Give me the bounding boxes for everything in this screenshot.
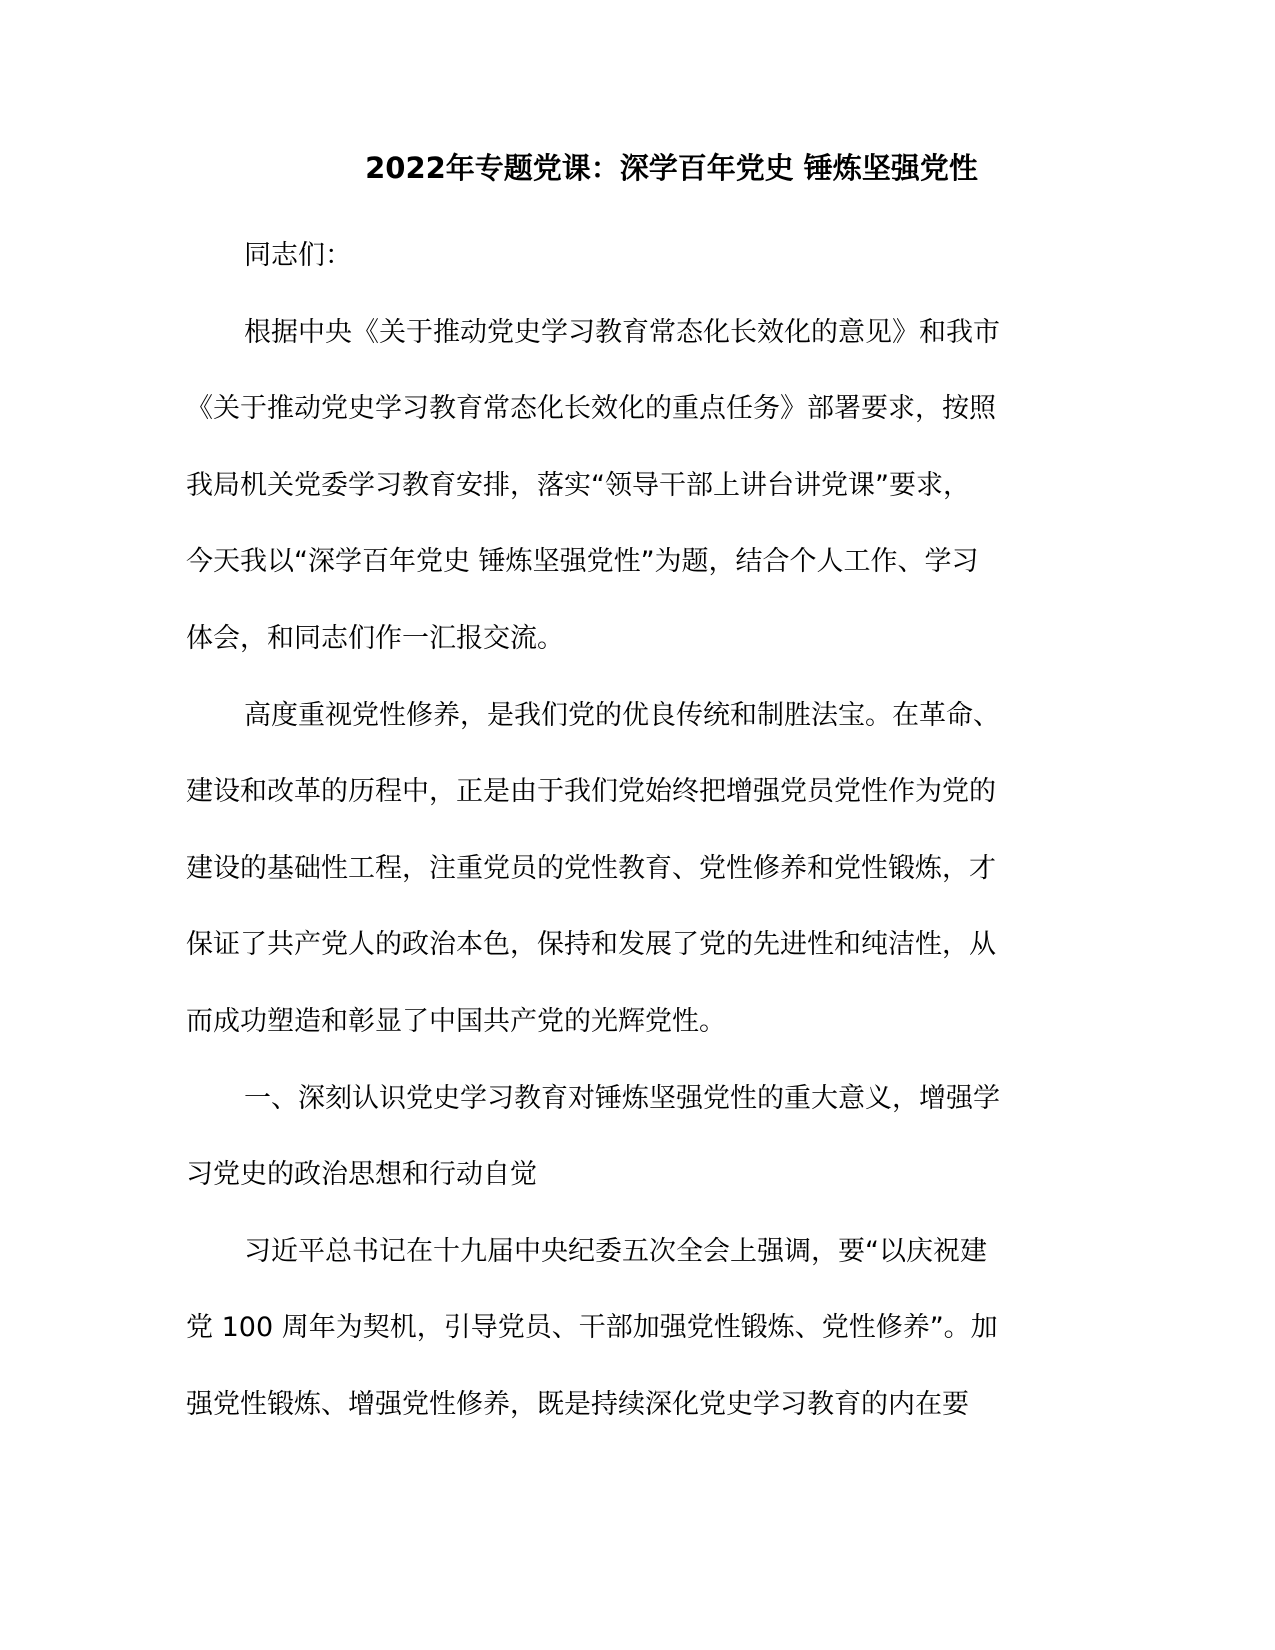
text-line: 而成功塑造和彰显了中国共产党的光辉党性。 — [186, 1005, 726, 1037]
text-line: 保证了共产党人的政治本色，保持和发展了党的先进性和纯洁性，从 — [186, 929, 996, 961]
text-line: 高度重视党性修养，是我们党的优良传统和制胜法宝。在革命、 — [244, 699, 1000, 731]
text-line: 习近平总书记在十九届中央纪委五次全会上强调，要“以庆祝建 — [244, 1235, 987, 1267]
text-line: 建设的基础性工程，注重党员的党性教育、党性修养和党性锻炼，才 — [186, 852, 996, 884]
text-line: 建设和改革的历程中，正是由于我们党始终把增强党员党性作为党的 — [186, 776, 996, 808]
text-line: 《关于推动党史学习教育常态化长效化的重点任务》部署要求，按照 — [186, 393, 996, 425]
text-line: 今天我以“深学百年党史 锤炼坚强党性”为题，结合个人工作、学习 — [186, 546, 979, 578]
text-line: 体会，和同志们作一汇报交流。 — [186, 622, 564, 654]
text-line: 同志们： — [244, 240, 352, 271]
document-body — [186, 236, 1086, 1462]
text-line: 我局机关党委学习教育安排，落实“领导干部上讲台讲党课”要求， — [186, 469, 970, 501]
text-line: 强党性锻炼、增强党性修养，既是持续深化党史学习教育的内在要 — [186, 1388, 969, 1420]
text-line: 根据中央《关于推动党史学习教育常态化长效化的意见》和我市 — [244, 316, 1000, 348]
section-heading-line: 一、深刻认识党史学习教育对锤炼坚强党性的重大意义，增强学 — [244, 1082, 1000, 1114]
text-line: 党 100 周年为契机，引导党员、干部加强党性锻炼、党性修养”。加 — [186, 1312, 998, 1344]
section-heading-line: 习党史的政治思想和行动自觉 — [186, 1159, 537, 1191]
document-title: 2022年专题党课：深学百年党史 锤炼坚强党性 — [365, 151, 978, 185]
